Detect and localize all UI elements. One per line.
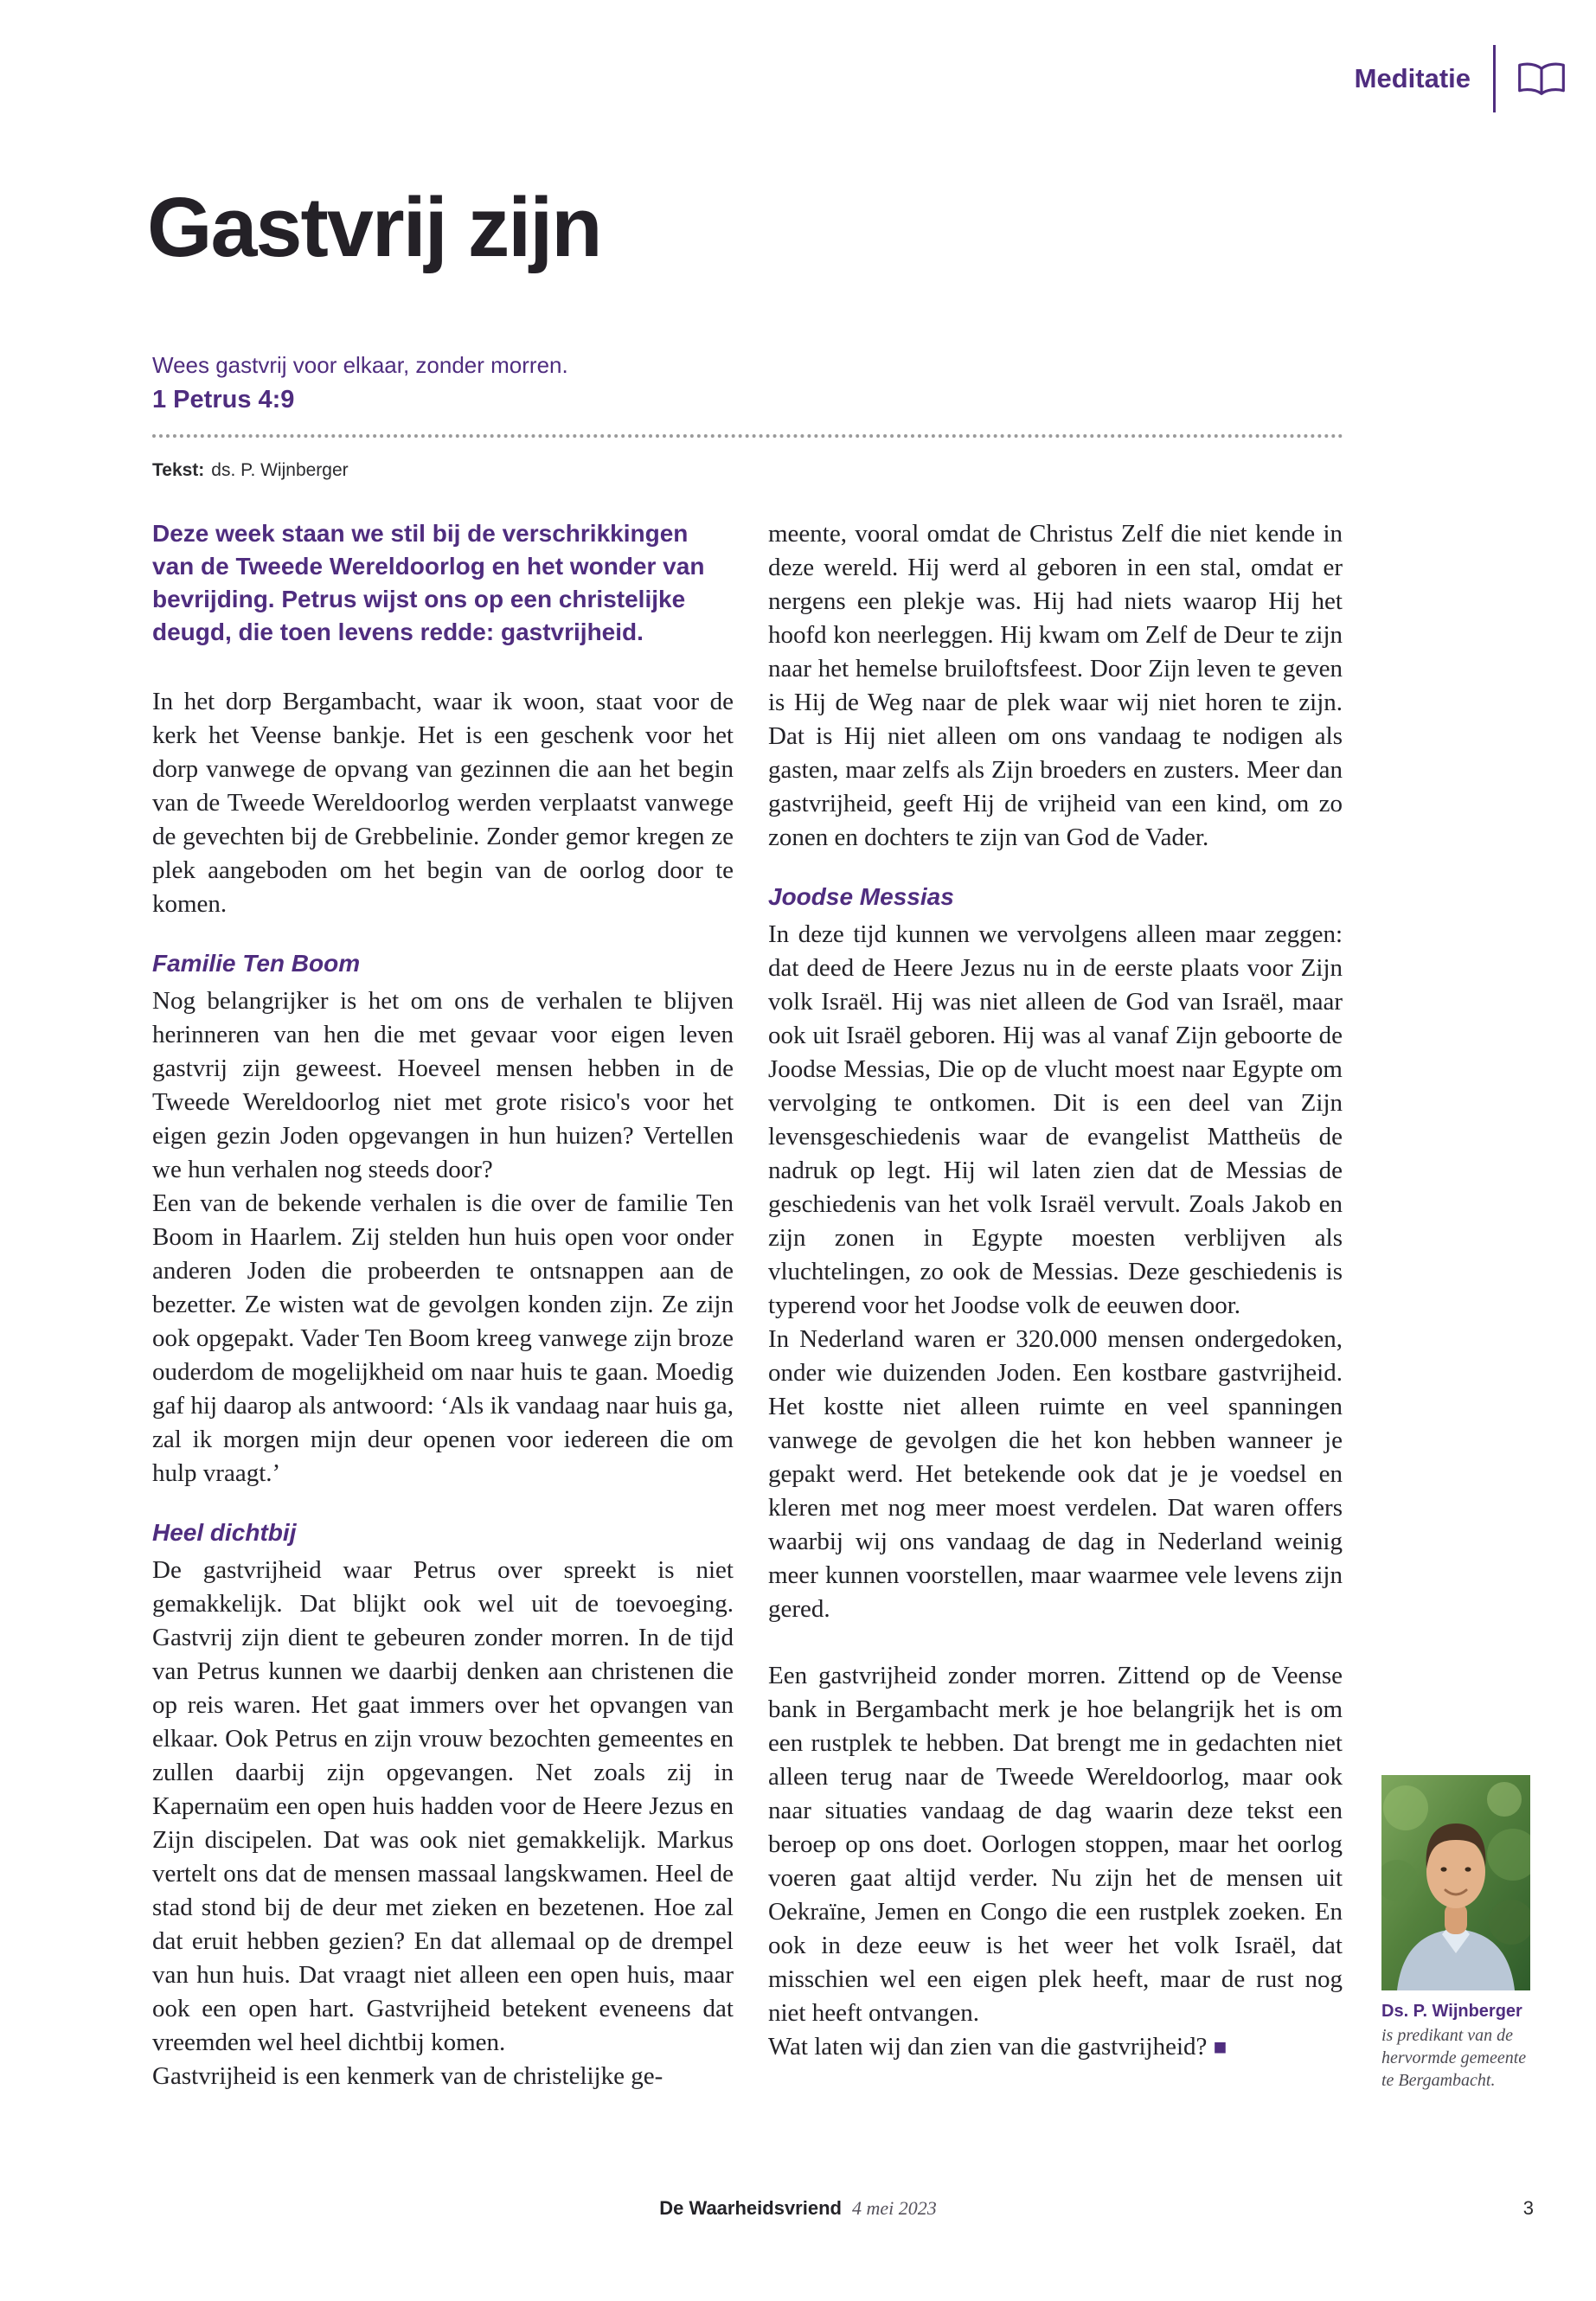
paragraph: In Nederland waren er 320.000 mensen ondergedoken, onder wie duizenden Joden. Een kostbare gastvrijheid. Het kostte niet alleen ruimte en veel spanningen vanwege de gevolgen die het kon hebben wanneer je gepakt werd. Het betekende ook dat je je voedsel en kleren met nog meer moest verdelen. Dat waren offers waarbij wij ons vandaag de dag in Nederland weinig meer kunnen voorstellen, maar waarmee vele levens zijn gered. <box>768 1325 1343 1624</box>
masthead-divider <box>1493 45 1496 112</box>
right-column <box>768 517 1343 2064</box>
intro-paragraph: Deze week staan we stil bij de verschrikkingen van de Tweede Wereldoorlog en het wonder van bevrijding. Petrus wijst ons op een christelijke deugd, die toen levens redde: gastvrijheid. <box>152 520 705 645</box>
page-footer <box>0 2197 1596 2220</box>
verse-block <box>152 351 568 414</box>
paragraph: Een gastvrijheid zonder morren. Zittend op de Veense bank in Bergambacht merk je hoe belangrijk het is om een rustplek te hebben. Dat brengt me in gedachten niet alleen terug naar de Tweede Wereldoorlog, maar ook naar situaties vandaag de dag waarin deze tekst een beroep op ons doet. Oorlogen stoppen, maar het oorlog voeren gaat altijd verder. Nu zijn het de mensen uit Oekraïne, Jemen en Congo die een rustplek zoeken. En ook in deze eeuw is het weer het volk Israël, dat misschien wel een eigen plek heeft, maar de rust nog niet heeft ontvangen. <box>768 1662 1343 2028</box>
paragraph: De gastvrijheid waar Petrus over spreekt is niet gemakkelijk. Dat blijkt ook wel uit de toevoeging. Gastvrij zijn dient te gebeuren zonder morren. In de tijd van Petrus kunnen we daarbij denken aan christenen die op reis waren. Het gaat immers over het opvangen van elkaar. Ook Petrus en zijn vrouw bezochten gemeentes en zullen daarbij zijn opgevangen. Net zoals zij in Kapernaüm een open huis hadden voor de Heere Jezus en Zijn discipelen. Dat was ook niet gemakkelijk. Markus vertelt ons dat de mensen massaal langskwamen. Heel de stad stond bij de deur met zieken en bezetenen. Hoe zal dat eruit hebben gezien? En dat allemaal op de drempel van hun huis. Dat vraagt niet alleen een open huis, maar ook een open hart. Gastvrijheid betekent eveneens dat vreemden wel heel dichtbij komen. <box>152 1556 734 2057</box>
paragraph: meente, vooral omdat de Christus Zelf die niet kende in deze wereld. Hij werd al geboren in een stal, omdat er nergens een plekje was. Hij had niets waarop Hij het hoofd kon neerleggen. Hij kwam om Zelf de Deur te zijn naar het hemelse bruiloftsfeest. Door Zijn leven te geven is Hij de Weg naar de plek waar wij niet horen te zijn. Dat is Hij niet alleen om ons vandaag te nodigen als gasten, maar zelfs als Zijn broeders en zusters. Meer dan gastvrijheid, geeft Hij de vrijheid van een kind, om zo zonen en dochters te zijn van God de Vader. <box>768 520 1343 851</box>
article-title: Gastvrij zijn <box>147 180 601 274</box>
author-portrait-photo <box>1381 1775 1530 1990</box>
open-book-icon <box>1516 61 1567 97</box>
closing-line <box>768 2030 1343 2064</box>
closing-question: Wat laten wij dan zien van die gastvrijheid? <box>768 2033 1208 2061</box>
paragraph: In het dorp Bergambacht, waar ik woon, staat voor de kerk het Veense bankje. Het is een geschenk voor het dorp vanwege de opvang van gezinnen die aan het begin van de Tweede Wereldoorlog werden verplaatst vanwege de gevechten bij de Grebbelinie. Zonder gemor kregen ze plek aangeboden om het begin van de oorlog door te komen. <box>152 688 734 918</box>
verse-text: Wees gastvrij voor elkaar, zonder morren. <box>152 352 568 378</box>
left-column <box>152 517 734 2093</box>
magazine-name: De Waarheidsvriend <box>659 2197 842 2219</box>
subheading-joodse-messias: Joodse Messias <box>768 883 954 910</box>
paragraph: Nog belangrijker is het om ons de verhalen te blijven herinneren van hen die met gevaar voor eigen leven gastvrij zijn geweest. Hoeveel mensen hebben in de Tweede Wereldoorlog niet met grote risico's voor het eigen gezin Joden opgevangen in hun huizen? Vertellen we hun verhalen nog steeds door? <box>152 987 734 1184</box>
page-number: 3 <box>1522 2197 1534 2219</box>
section-label: Meditatie <box>1354 63 1471 93</box>
photo-caption <box>1381 2001 1530 2092</box>
paragraph: In deze tijd kunnen we vervolgens alleen maar zeggen: dat deed de Heere Jezus nu in de eerste plaats voor Zijn volk Israël. Hij was niet alleen de God van Israël, maar ook uit Israël geboren. Hij was al vanaf Zijn geboorte de Joodse Messias, Die op de vlucht moest naar Egypte om vervolging te ontkomen. Dit is een deel van Zijn levensgeschiedenis waar de evangelist Mattheüs de nadruk op legt. Hij wil laten zien dat de Messias de geschiedenis van het volk Israël vervult. Zoals Jakob en zijn zonen in Egypte moesten verblijven als vluchtelingen, zo ook de Messias. Deze geschiedenis is typerend voor het Joodse volk de eeuwen door. <box>768 920 1343 1320</box>
subheading-heel-dichtbij: Heel dichtbij <box>152 1519 297 1547</box>
issue-date: 4 mei 2023 <box>851 2197 937 2219</box>
verse-reference: 1 Petrus 4:9 <box>152 385 295 413</box>
byline-label: Tekst: <box>152 460 205 480</box>
dotted-divider <box>152 434 1343 438</box>
byline <box>152 460 349 481</box>
subheading-familie-ten-boom: Familie Ten Boom <box>152 950 361 977</box>
masthead <box>1355 45 1567 112</box>
byline-author: ds. P. Wijnberger <box>211 460 349 480</box>
paragraph: Gastvrijheid is een kenmerk van de christelijke ge- <box>152 2062 663 2091</box>
paragraph: Een van de bekende verhalen is die over de familie Ten Boom in Haarlem. Zij stelden hun huis open voor onder anderen Joden die probeerden te ontsnappen aan de bezetter. Ze wisten wat de gevolgen konden zijn. Ze zijn ook opgepakt. Vader Ten Boom kreeg vanwege zijn broze ouderdom de mogelijkheid om naar huis te gaan. Moedig gaf hij daarop als antwoord: ‘Als ik vandaag naar huis ga, zal ik morgen mijn deur openen voor iedereen die om hulp vraagt.’ <box>152 1189 734 1488</box>
end-mark: ■ <box>1213 2035 1227 2061</box>
photo-caption-name: Ds. P. Wijnberger <box>1381 2002 1522 2021</box>
photo-caption-role: is predikant van de hervormde gemeente te Bergambacht. <box>1381 2026 1527 2090</box>
author-photo-block <box>1381 1775 1530 2092</box>
